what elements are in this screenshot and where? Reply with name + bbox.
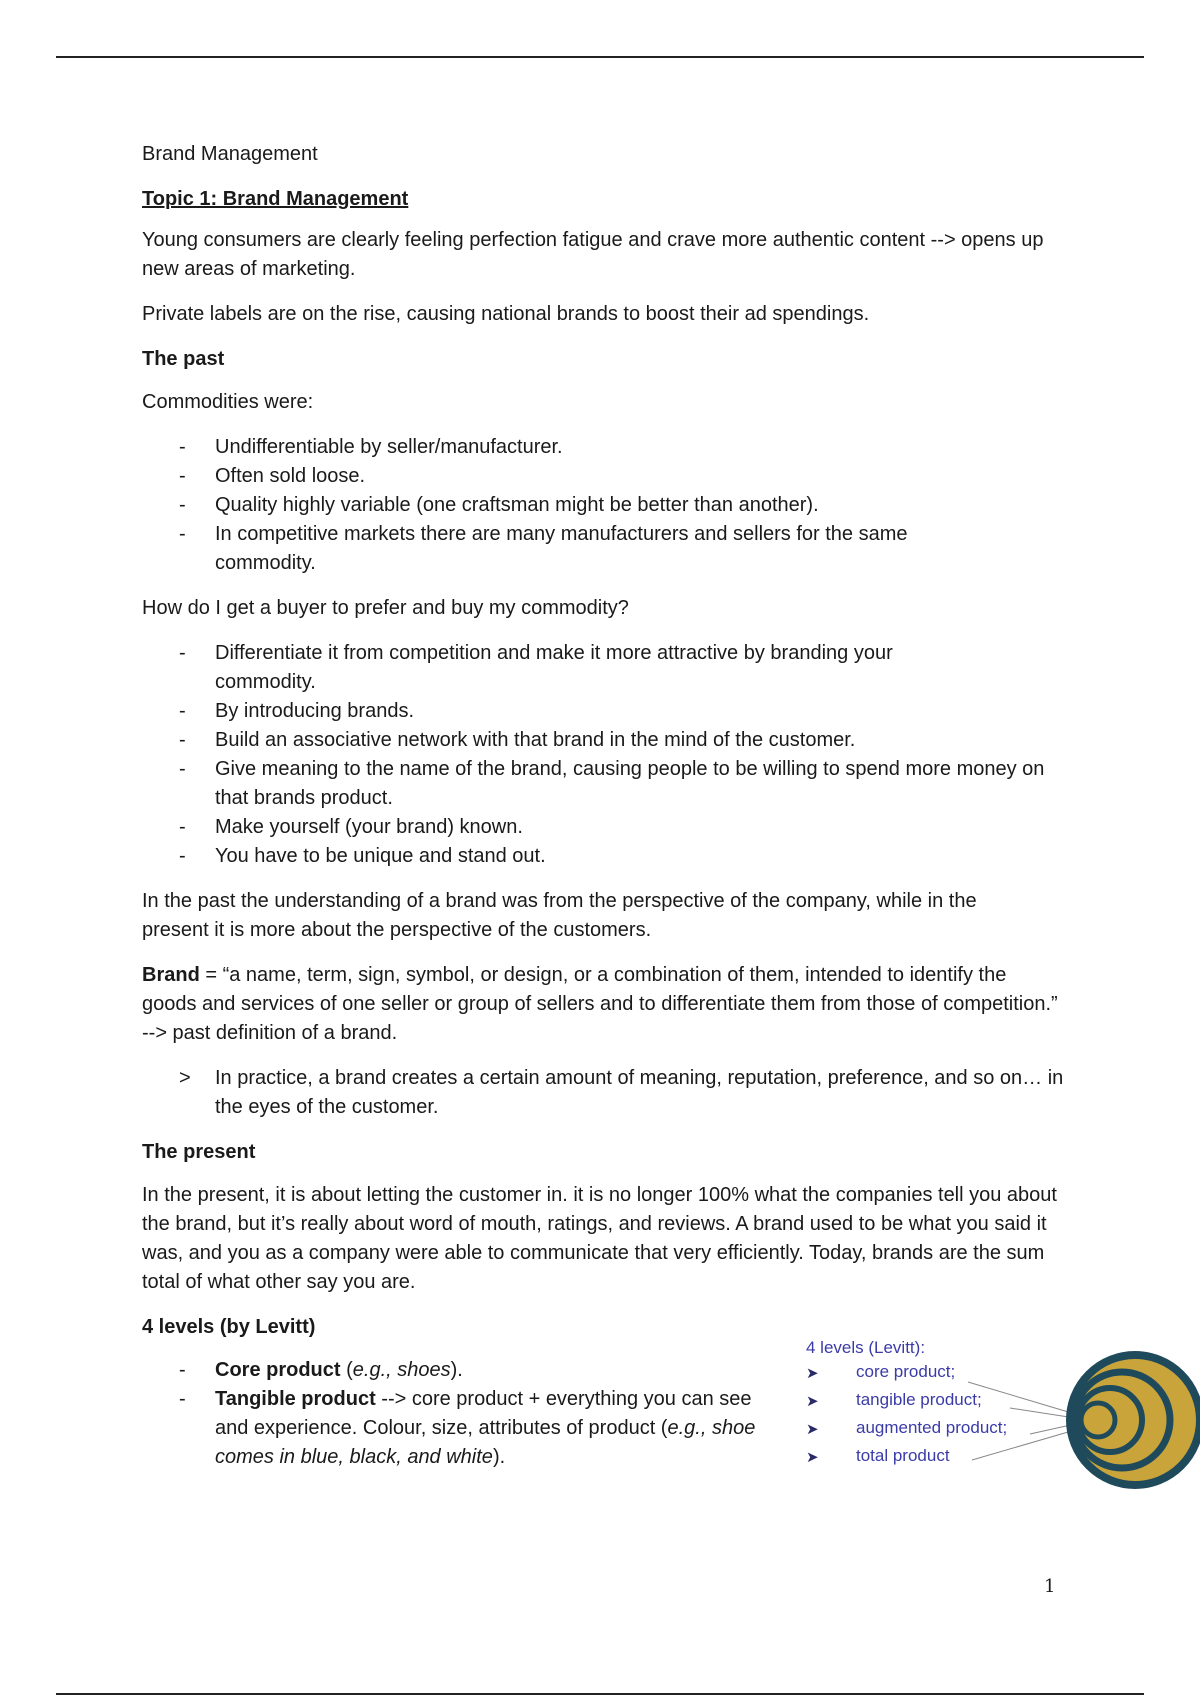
perspective-paragraph: In the past the understanding of a brand was from the perspective of the company, while in the present it is more about the perspective of the customers. <box>142 890 977 941</box>
document-title: Brand Management <box>142 143 318 165</box>
arrow-bullet-icon: ➤ <box>806 1421 819 1438</box>
document-body <box>142 140 1062 1488</box>
list-item-text: Undifferentiable by seller/manufacturer. <box>215 436 563 458</box>
arrow-bullet-icon: ➤ <box>806 1393 819 1410</box>
private-labels-paragraph: Private labels are on the rise, causing national brands to boost their ad spendings. <box>142 303 870 325</box>
list-item <box>142 697 1062 726</box>
level-example: e.g., shoe comes in blue, black, and white <box>215 1417 756 1468</box>
rings-icon <box>1070 1355 1200 1485</box>
brand-term: Brand <box>142 964 200 986</box>
list-item-text: Make yourself (your brand) known. <box>215 816 523 838</box>
list-item <box>142 842 1062 871</box>
dash-marker: - <box>179 700 186 722</box>
figure-item-label: augmented product; <box>856 1418 1008 1437</box>
connector-line <box>968 1382 1075 1414</box>
list-item <box>142 520 975 578</box>
arrow-bullet-icon: ➤ <box>806 1449 819 1466</box>
brand-definition-text: = “a name, term, sign, symbol, or design, or a combination of them, intended to identify the goods and services of one seller or group of sellers and to differentiate them from those of competition.” --> past definition of a brand. <box>142 964 1058 1044</box>
dash-marker: - <box>179 758 186 780</box>
list-item-text: Often sold loose. <box>215 465 366 487</box>
list-item-text: In competitive markets there are many manufacturers and sellers for the same commodity. <box>215 523 908 574</box>
figure-item-label: core product; <box>856 1362 956 1381</box>
list-item <box>142 726 1062 755</box>
intro-paragraph: Young consumers are clearly feeling perfection fatigue and crave more authentic content --> opens up new areas of marketing. <box>142 229 1044 280</box>
past-heading: The past <box>142 348 225 370</box>
dash-marker: - <box>179 436 186 458</box>
commodities-intro: Commodities were: <box>142 391 314 413</box>
dash-marker: - <box>179 523 186 545</box>
level-term: Tangible product <box>215 1388 376 1410</box>
level-text: ( <box>340 1359 353 1381</box>
dash-marker: - <box>179 494 186 516</box>
dash-marker: - <box>179 816 186 838</box>
list-item <box>142 1385 775 1472</box>
dash-marker: - <box>179 729 186 751</box>
level-example: e.g., shoes <box>352 1359 451 1381</box>
list-item-text: Quality highly variable (one craftsman might be better than another). <box>215 494 819 516</box>
list-item <box>142 462 1062 491</box>
dash-marker: - <box>179 465 186 487</box>
present-paragraph: In the present, it is about letting the customer in. it is no longer 100% what the companies tell you about the brand, but it’s really about word of mouth, ratings, and reviews. A brand used to be what you said it was, and you as a company were able to communicate that very efficiently. Today, brands are the sum total of what other say you are. <box>142 1184 1057 1293</box>
level-text: ). <box>450 1359 463 1381</box>
page-number: 1 <box>1044 1576 1056 1597</box>
dash-marker: - <box>179 1388 186 1410</box>
figure-item-label: total product <box>856 1446 950 1465</box>
arrow-marker: > <box>179 1067 191 1089</box>
list-item-text: Build an associative network with that brand in the mind of the customer. <box>215 729 856 751</box>
topic-heading: Topic 1: Brand Management <box>142 188 409 210</box>
bottom-rule <box>56 1693 1144 1695</box>
list-item-text: You have to be unique and stand out. <box>215 845 546 867</box>
dash-marker: - <box>179 1359 186 1381</box>
list-item-text: In practice, a brand creates a certain amount of meaning, reputation, preference, and so on… in the eyes of the customer. <box>215 1067 1064 1118</box>
answers-list <box>142 639 1062 871</box>
figure-title: 4 levels (Levitt): <box>806 1338 926 1357</box>
brand-definition <box>142 961 1062 1048</box>
level-text: --> core product + everything you can see and experience. Colour, size, attributes of product ( <box>215 1388 752 1439</box>
level-text: ). <box>492 1446 506 1468</box>
dash-marker: - <box>179 845 186 867</box>
list-item <box>142 433 1062 462</box>
list-item <box>142 639 975 697</box>
commodities-list <box>142 433 1062 578</box>
list-item-text: Differentiate it from competition and make it more attractive by branding your commodity. <box>215 642 893 693</box>
figure-item-label: tangible product; <box>856 1390 982 1409</box>
list-item <box>142 813 1062 842</box>
dash-marker: - <box>179 642 186 664</box>
level-term: Core product <box>215 1359 341 1381</box>
list-item-text: By introducing brands. <box>215 700 415 722</box>
list-item <box>142 1356 775 1385</box>
list-item <box>142 491 1062 520</box>
arrow-bullet-icon: ➤ <box>806 1365 819 1382</box>
practice-note-list <box>142 1064 1062 1122</box>
present-heading: The present <box>142 1141 256 1163</box>
list-item-text: Give meaning to the name of the brand, causing people to be willing to spend more money on that brands product. <box>215 758 1045 809</box>
list-item <box>142 755 1045 813</box>
top-rule <box>56 56 1144 58</box>
levitt-levels-figure <box>800 1332 1200 1492</box>
levels-heading: 4 levels (by Levitt) <box>142 1316 316 1338</box>
buyer-question: How do I get a buyer to prefer and buy my commodity? <box>142 597 629 619</box>
list-item <box>142 1064 1065 1122</box>
connector-line <box>1010 1408 1075 1418</box>
